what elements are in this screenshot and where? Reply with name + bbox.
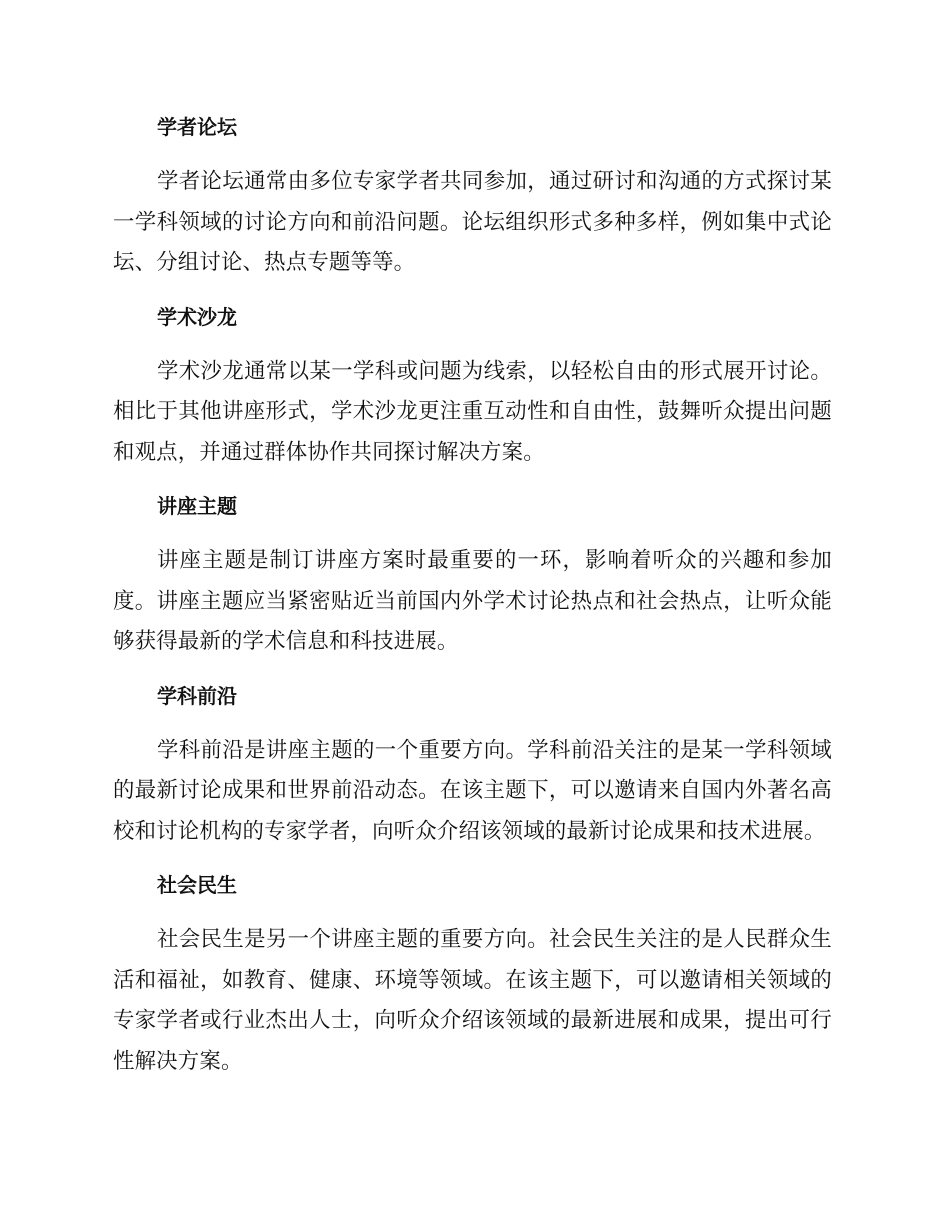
section-scholar-forum (113, 108, 832, 298)
section-paragraph: 学科前沿是讲座主题的一个重要方向。学科前沿关注的是某一学科领域的最新讨论成果和世界前沿动态。在该主题下，可以邀请来自国内外著名高校和讨论机构的专家学者，向听众介绍该领域的最新讨论成果和技术进展。 (113, 737, 832, 844)
section-heading: 学科前沿 (157, 683, 237, 708)
section-heading: 学术沙龙 (157, 304, 237, 329)
section-academic-salon (113, 298, 832, 488)
section-paragraph: 讲座主题是制订讲座方案时最重要的一环，影响着听众的兴趣和参加度。讲座主题应当紧密贴近当前国内外学术讨论热点和社会热点，让听众能够获得最新的学术信息和科技进展。 (113, 548, 832, 654)
section-heading: 讲座主题 (157, 494, 237, 518)
section-heading: 学者论坛 (157, 115, 237, 139)
section-social-livelihood (113, 866, 832, 1082)
section-heading: 社会民生 (157, 873, 237, 897)
section-paragraph: 学术沙龙通常以某一学科或问题为线索，以轻松自由的形式展开讨论。相比于其他讲座形式，学术沙龙更注重互动性和自由性，鼓舞听众提出问题和观点，并通过群体协作共同探讨解决方案。 (113, 358, 832, 465)
section-paragraph: 学者论坛通常由多位专家学者共同参加，通过研讨和沟通的方式探讨某一学科领域的讨论方向和前沿问题。论坛组织形式多种多样，例如集中式论坛、分组讨论、热点专题等等。 (113, 169, 832, 275)
section-paragraph: 社会民生是另一个讲座主题的重要方向。社会民生关注的是人民群众生活和福祉，如教育、健康、环境等领域。在该主题下，可以邀请相关领域的专家学者或行业杰出人士，向听众介绍该领域的最新进展和成果，提出可行性解决方案。 (113, 927, 832, 1074)
section-discipline-frontier (113, 677, 832, 867)
section-lecture-topic (113, 487, 832, 677)
